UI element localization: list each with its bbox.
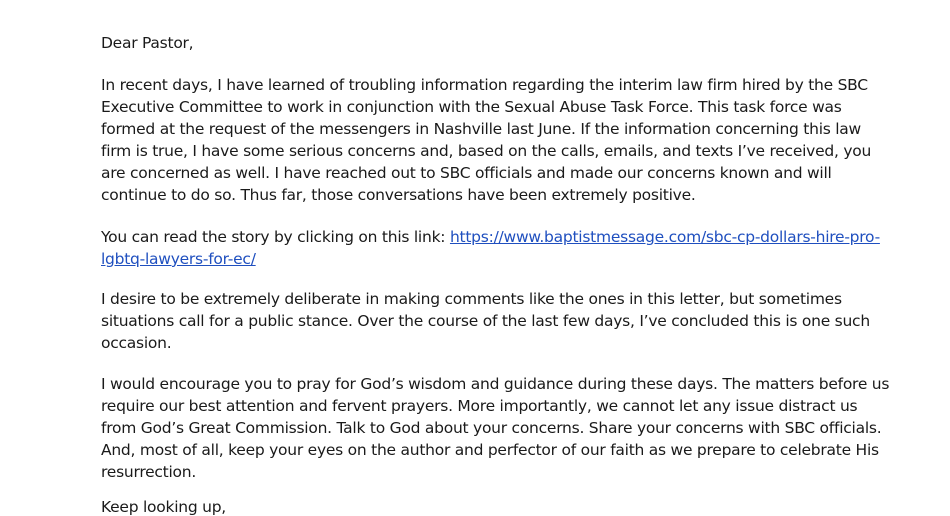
paragraph-line: resurrection. bbox=[101, 463, 197, 481]
paragraph-line: require our best attention and fervent prayers. More importantly, we cannot let any issue distract us bbox=[101, 397, 858, 415]
paragraph-line: formed at the request of the messengers in Nashville last June. If the information concerning this law bbox=[101, 120, 861, 138]
paragraph-line: situations call for a public stance. Over the course of the last few days, I’ve concluded this is one such bbox=[101, 312, 870, 330]
closing: Keep looking up, bbox=[101, 498, 226, 516]
paragraph-line: In recent days, I have learned of troubling information regarding the interim law firm hired by the SBC bbox=[101, 76, 868, 94]
paragraph-line: Executive Committee to work in conjunction with the Sexual Abuse Task Force. This task force was bbox=[101, 98, 842, 116]
story-link-continued[interactable]: lgbtq-lawyers-for-ec/ bbox=[101, 250, 256, 268]
paragraph-line: are concerned as well. I have reached out to SBC officials and made our concerns known and will bbox=[101, 164, 832, 182]
paragraph-line: I desire to be extremely deliberate in making comments like the ones in this letter, but sometimes bbox=[101, 290, 842, 308]
paragraph-line bbox=[101, 228, 880, 246]
paragraph-line: occasion. bbox=[101, 334, 172, 352]
salutation: Dear Pastor, bbox=[101, 34, 194, 52]
paragraph-line: continue to do so. Thus far, those conversations have been extremely positive. bbox=[101, 186, 696, 204]
paragraph-line: firm is true, I have some serious concerns and, based on the calls, emails, and texts I’ve received, you bbox=[101, 142, 872, 160]
story-link[interactable]: https://www.baptistmessage.com/sbc-cp-dollars-hire-pro- bbox=[449, 228, 880, 246]
paragraph-line: from God’s Great Commission. Talk to God about your concerns. Share your concerns with SBC officials. bbox=[101, 419, 882, 437]
link-intro-text: You can read the story by clicking on this link: bbox=[101, 228, 450, 246]
paragraph-line: I would encourage you to pray for God’s wisdom and guidance during these days. The matters before us bbox=[101, 375, 890, 393]
paragraph-line: And, most of all, keep your eyes on the author and perfector of our faith as we prepare to celebrate His bbox=[101, 441, 879, 459]
paragraph-line bbox=[101, 250, 256, 268]
